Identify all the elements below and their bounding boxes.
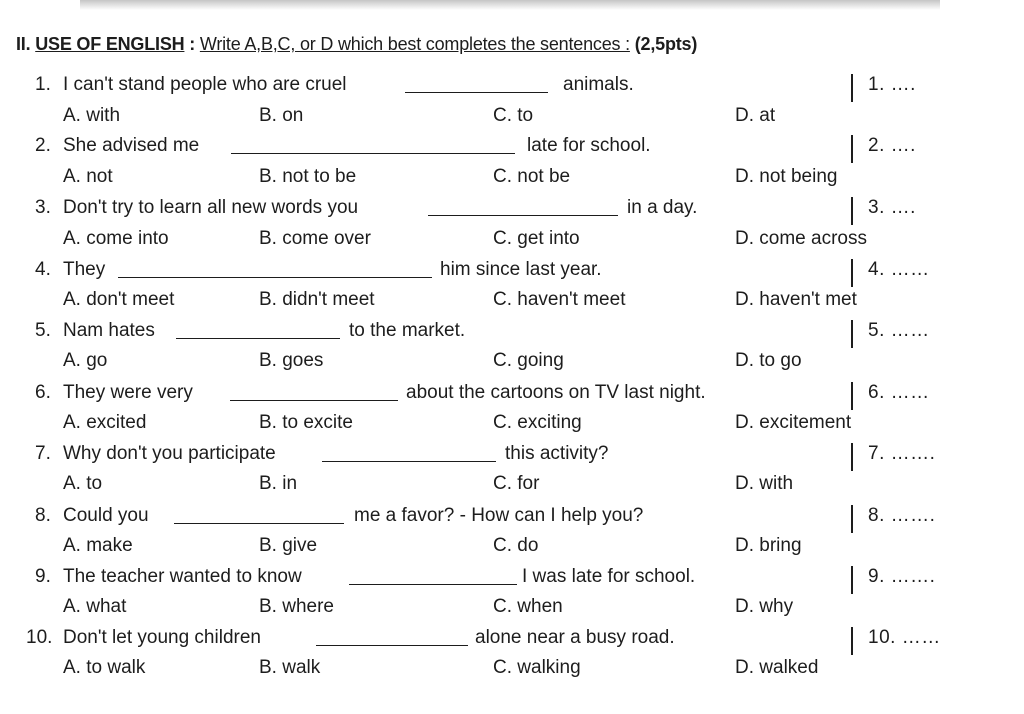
answer-column-divider bbox=[851, 627, 853, 655]
section-header bbox=[16, 34, 697, 55]
option-b[interactable]: B. where bbox=[259, 596, 334, 617]
section-instruction: Write A,B,C, or D which best completes the sentences : bbox=[199, 34, 630, 54]
answer-slot[interactable]: 2. …. bbox=[868, 135, 916, 156]
option-d[interactable]: D. bring bbox=[735, 535, 802, 556]
answer-blank[interactable] bbox=[322, 443, 496, 462]
answer-column-divider bbox=[851, 505, 853, 533]
question-1 bbox=[0, 74, 1024, 98]
question-text-before: Why don't you participate bbox=[63, 443, 276, 464]
answer-blank[interactable] bbox=[176, 320, 340, 339]
option-d[interactable]: D. at bbox=[735, 105, 776, 126]
option-c[interactable]: C. exciting bbox=[493, 412, 582, 433]
question-text-after: to the market. bbox=[349, 320, 466, 341]
answer-column-divider bbox=[851, 259, 853, 287]
option-c[interactable]: C. when bbox=[493, 596, 563, 617]
options-row-6 bbox=[0, 412, 1024, 436]
option-a[interactable]: A. don't meet bbox=[63, 289, 175, 310]
answer-blank[interactable] bbox=[231, 135, 515, 154]
option-b[interactable]: B. on bbox=[259, 105, 304, 126]
answer-slot[interactable]: 10. …… bbox=[868, 627, 941, 648]
option-a[interactable]: A. with bbox=[63, 105, 121, 126]
answer-column-divider bbox=[851, 443, 853, 471]
option-d[interactable]: D. with bbox=[735, 473, 794, 494]
option-c[interactable]: C. going bbox=[493, 350, 564, 371]
section-title: USE OF ENGLISH bbox=[35, 34, 185, 54]
option-c[interactable]: C. walking bbox=[493, 657, 581, 678]
question-2 bbox=[0, 135, 1024, 159]
option-a[interactable]: A. excited bbox=[63, 412, 147, 433]
answer-blank[interactable] bbox=[316, 627, 468, 646]
question-text-before: Don't let young children bbox=[63, 627, 261, 648]
section-label: II. bbox=[16, 34, 31, 54]
section-points: (2,5pts) bbox=[634, 34, 698, 54]
answer-slot[interactable]: 1. …. bbox=[868, 74, 916, 95]
question-number: 4. bbox=[35, 259, 51, 280]
answer-slot[interactable]: 4. …… bbox=[868, 259, 930, 280]
answer-blank[interactable] bbox=[118, 259, 432, 278]
scan-top-smudge bbox=[80, 0, 940, 10]
option-b[interactable]: B. give bbox=[259, 535, 318, 556]
question-text-before: Nam hates bbox=[63, 320, 155, 341]
question-number: 5. bbox=[35, 320, 51, 341]
option-a[interactable]: A. go bbox=[63, 350, 108, 371]
option-a[interactable]: A. to walk bbox=[63, 657, 146, 678]
option-b[interactable]: B. walk bbox=[259, 657, 321, 678]
option-a[interactable]: A. to bbox=[63, 473, 103, 494]
option-b[interactable]: B. to excite bbox=[259, 412, 353, 433]
question-text-after: him since last year. bbox=[440, 259, 602, 280]
question-text-before: She advised me bbox=[63, 135, 200, 156]
question-5 bbox=[0, 320, 1024, 344]
options-row-10 bbox=[0, 657, 1024, 681]
question-text-after: I was late for school. bbox=[522, 566, 696, 587]
answer-blank[interactable] bbox=[174, 505, 344, 524]
option-d[interactable]: D. walked bbox=[735, 657, 819, 678]
option-b[interactable]: B. didn't meet bbox=[259, 289, 375, 310]
option-c[interactable]: C. haven't meet bbox=[493, 289, 626, 310]
answer-slot[interactable]: 5. …… bbox=[868, 320, 930, 341]
question-8 bbox=[0, 505, 1024, 529]
answer-column-divider bbox=[851, 382, 853, 410]
question-text-before: Don't try to learn all new words you bbox=[63, 197, 359, 218]
option-d[interactable]: D. to go bbox=[735, 350, 802, 371]
option-b[interactable]: B. not to be bbox=[259, 166, 357, 187]
question-text-after: about the cartoons on TV last night. bbox=[406, 382, 706, 403]
answer-column-divider bbox=[851, 320, 853, 348]
option-c[interactable]: C. for bbox=[493, 473, 540, 494]
question-7 bbox=[0, 443, 1024, 467]
option-c[interactable]: C. not be bbox=[493, 166, 571, 187]
options-row-2 bbox=[0, 166, 1024, 190]
answer-blank[interactable] bbox=[405, 74, 548, 93]
answer-blank[interactable] bbox=[230, 382, 398, 401]
question-number: 3. bbox=[35, 197, 51, 218]
option-a[interactable]: A. not bbox=[63, 166, 113, 187]
answer-column-divider bbox=[851, 135, 853, 163]
answer-column-divider bbox=[851, 566, 853, 594]
option-a[interactable]: A. what bbox=[63, 596, 127, 617]
option-d[interactable]: D. why bbox=[735, 596, 794, 617]
question-text-before: They were very bbox=[63, 382, 193, 403]
question-text-after: late for school. bbox=[527, 135, 651, 156]
question-4 bbox=[0, 259, 1024, 283]
answer-column-divider bbox=[851, 74, 853, 102]
option-b[interactable]: B. goes bbox=[259, 350, 324, 371]
option-a[interactable]: A. come into bbox=[63, 228, 169, 249]
question-text-after: in a day. bbox=[627, 197, 698, 218]
question-3 bbox=[0, 197, 1024, 221]
option-d[interactable]: D. come across bbox=[735, 228, 867, 249]
option-d[interactable]: D. excitement bbox=[735, 412, 852, 433]
question-text-after: this activity? bbox=[505, 443, 609, 464]
option-b[interactable]: B. in bbox=[259, 473, 298, 494]
question-number: 6. bbox=[35, 382, 51, 403]
question-text-before: I can't stand people who are cruel bbox=[63, 74, 347, 95]
question-9 bbox=[0, 566, 1024, 590]
options-row-3 bbox=[0, 228, 1024, 252]
option-c[interactable]: C. get into bbox=[493, 228, 580, 249]
answer-column-divider bbox=[851, 197, 853, 225]
option-b[interactable]: B. come over bbox=[259, 228, 371, 249]
option-d[interactable]: D. haven't met bbox=[735, 289, 857, 310]
question-10 bbox=[0, 627, 1024, 651]
question-number: 7. bbox=[35, 443, 51, 464]
question-number: 8. bbox=[35, 505, 51, 526]
answer-slot[interactable]: 9. ……. bbox=[868, 566, 936, 587]
option-a[interactable]: A. make bbox=[63, 535, 133, 556]
question-text-before: Could you bbox=[63, 505, 149, 526]
answer-slot[interactable]: 8. ……. bbox=[868, 505, 936, 526]
header-colon: : bbox=[189, 34, 196, 54]
options-row-5 bbox=[0, 350, 1024, 374]
question-text-after: alone near a busy road. bbox=[475, 627, 675, 648]
options-row-1 bbox=[0, 105, 1024, 129]
option-c[interactable]: C. to bbox=[493, 105, 534, 126]
question-number: 2. bbox=[35, 135, 51, 156]
options-row-9 bbox=[0, 596, 1024, 620]
answer-slot[interactable]: 6. …… bbox=[868, 382, 930, 403]
answer-blank[interactable] bbox=[428, 197, 618, 216]
answer-blank[interactable] bbox=[349, 566, 517, 585]
option-d[interactable]: D. not being bbox=[735, 166, 838, 187]
question-text-after: animals. bbox=[563, 74, 634, 95]
options-row-4 bbox=[0, 289, 1024, 313]
question-text-before: They bbox=[63, 259, 106, 280]
answer-slot[interactable]: 3. …. bbox=[868, 197, 916, 218]
answer-slot[interactable]: 7. ……. bbox=[868, 443, 936, 464]
question-text-after: me a favor? - How can I help you? bbox=[354, 505, 644, 526]
question-6 bbox=[0, 382, 1024, 406]
question-number: 9. bbox=[35, 566, 51, 587]
option-c[interactable]: C. do bbox=[493, 535, 539, 556]
options-row-7 bbox=[0, 473, 1024, 497]
question-text-before: The teacher wanted to know bbox=[63, 566, 302, 587]
options-row-8 bbox=[0, 535, 1024, 559]
question-number: 10. bbox=[26, 627, 53, 648]
question-number: 1. bbox=[35, 74, 51, 95]
